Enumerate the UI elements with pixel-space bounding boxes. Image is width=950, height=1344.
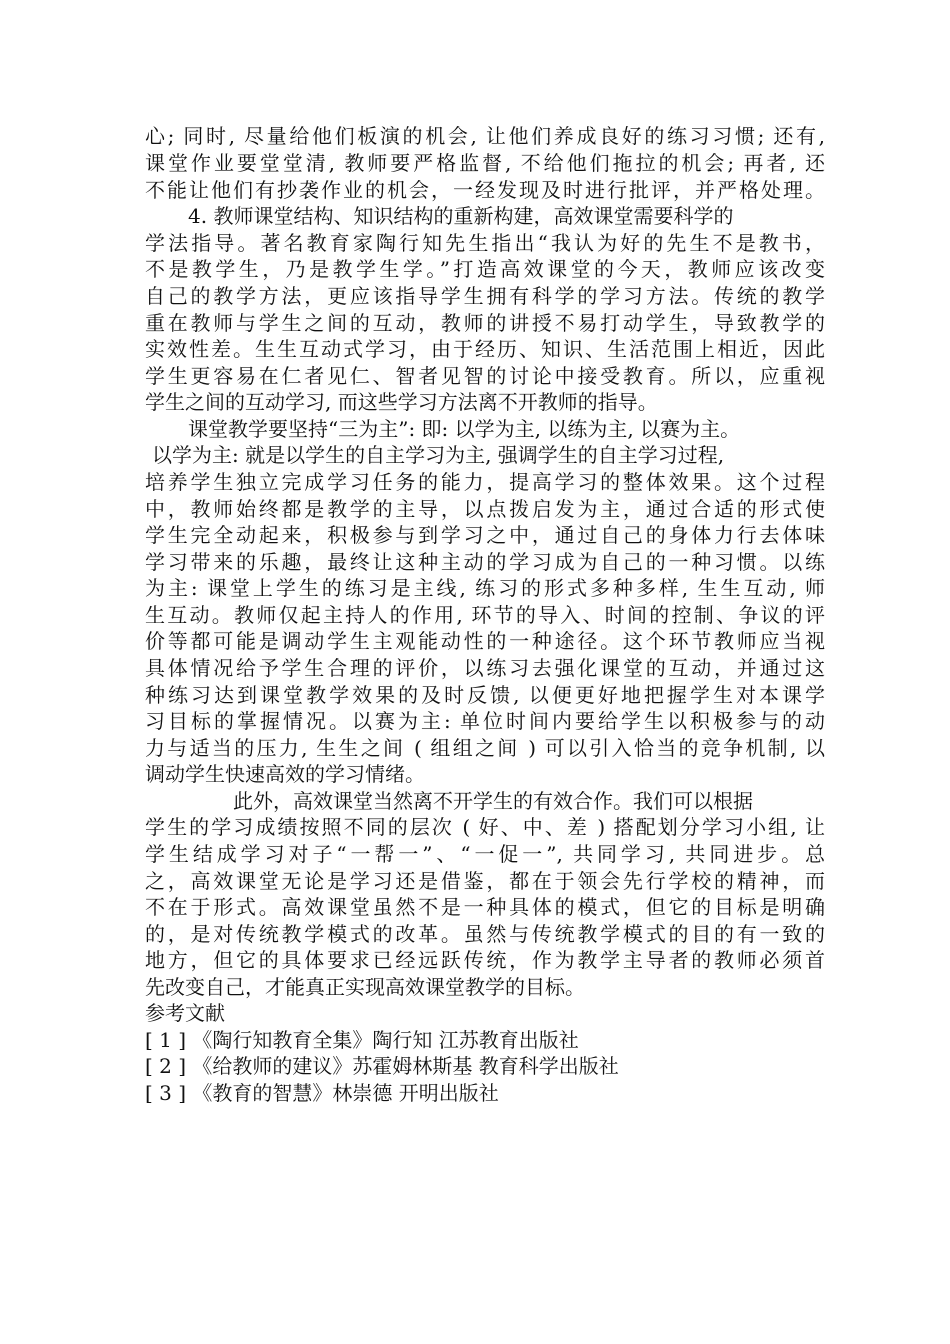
body-line: 重在教师与学生之间的互动，教师的讲授不易打动学生，导致教学的 [145, 311, 825, 335]
body-line: 此外，高效课堂当然离不开学生的有效合作。我们可以根据 [233, 789, 753, 813]
reference-item: [ 3 ] 《教育的智慧》林崇德 开明出版社 [145, 1081, 499, 1105]
body-line: 地方，但它的具体要求已经远跃传统，作为教学主导者的教师必须首 [145, 948, 825, 972]
body-line: 培养学生独立完成学习任务的能力，提高学习的整体效果。这个过程 [145, 470, 825, 494]
body-line: 调动学生快速高效的学习情绪。 [145, 762, 425, 786]
body-line: 先改变自己，才能真正实现高效课堂教学的目标。 [145, 975, 585, 999]
body-line: 学生完全动起来，积极参与到学习之中，通过自己的身体力行去体味 [145, 523, 825, 547]
body-line: 中，教师始终都是教学的主导，以点拨启发为主，通过合适的形式使 [145, 497, 825, 521]
body-line: 4. 教师课堂结构、知识结构的重新构建，高效课堂需要科学的 [188, 204, 734, 228]
body-line: 学生结成学习对子“一帮一”、“一促一”, 共同学习, 共同进步。总 [145, 842, 825, 866]
body-line: 心; 同时, 尽量给他们板演的机会, 让他们养成良好的练习习惯; 还有, [145, 124, 825, 148]
body-line: 学生的学习成绩按照不同的层次 ( 好、中、差 ) 搭配划分学习小组, 让 [145, 815, 825, 839]
body-line: 自己的教学方法，更应该指导学生拥有科学的学习方法。传统的教学 [145, 284, 825, 308]
body-line: 学习带来的乐趣，最终让这种主动的学习成为自己的一种习惯。以练 [145, 550, 825, 574]
body-line: 以学为主: 就是以学生的自主学习为主, 强调学生的自主学习过程, [152, 443, 725, 467]
body-line: 不能让他们有抄袭作业的机会，一经发现及时进行批评，并严格处理。 [145, 178, 825, 202]
body-line: 为主: 课堂上学生的练习是主线, 练习的形式多种多样, 生生互动, 师 [145, 576, 825, 600]
body-line: 价等都可能是调动学生主观能动性的一种途径。这个环节教师应当视 [145, 629, 825, 653]
body-line: 种练习达到课堂教学效果的及时反馈, 以便更好地把握学生对本课学 [145, 683, 825, 707]
body-line: 之，高效课堂无论是学习还是借鉴，都在于领会先行学校的精神，而 [145, 869, 825, 893]
references-heading: 参考文献 [145, 1001, 225, 1025]
reference-item: [ 2 ] 《给教师的建议》苏霍姆林斯基 教育科学出版社 [145, 1054, 619, 1078]
reference-item: [ 1 ] 《陶行知教育全集》陶行知 江苏教育出版社 [145, 1028, 579, 1052]
body-line: 课堂教学要坚持“三为主”: 即: 以学为主, 以练为主, 以赛为主。 [188, 417, 741, 441]
body-line: 的，是对传统教学模式的改革。虽然与传统教学模式的目的有一致的 [145, 922, 825, 946]
body-line: 生互动。教师仅起主持人的作用, 环节的导入、时间的控制、争议的评 [145, 603, 825, 627]
body-line: 实效性差。生生互动式学习，由于经历、知识、生活范围上相近，因此 [145, 337, 825, 361]
body-line: 学法指导。著名教育家陶行知先生指出“我认为好的先生不是教书， [145, 231, 825, 255]
body-line: 力与适当的压力, 生生之间 ( 组组之间 ) 可以引入恰当的竞争机制, 以 [145, 736, 825, 760]
body-line: 不在于形式。高效课堂虽然不是一种具体的模式，但它的目标是明确 [145, 895, 825, 919]
body-line: 具体情况给予学生合理的评价，以练习去强化课堂的互动，并通过这 [145, 656, 825, 680]
body-line: 课堂作业要堂堂清, 教师要严格监督, 不给他们拖拉的机会; 再者, 还 [145, 151, 825, 175]
body-line: 不是教学生，乃是教学生学。”打造高效课堂的今天，教师应该改变 [145, 257, 825, 281]
body-line: 学生更容易在仁者见仁、智者见智的讨论中接受教育。所以，应重视 [145, 364, 825, 388]
body-line: 习目标的掌握情况。以赛为主: 单位时间内要给学生以积极参与的动 [145, 709, 825, 733]
body-line: 学生之间的互动学习, 而这些学习方法离不开教师的指导。 [145, 390, 658, 414]
